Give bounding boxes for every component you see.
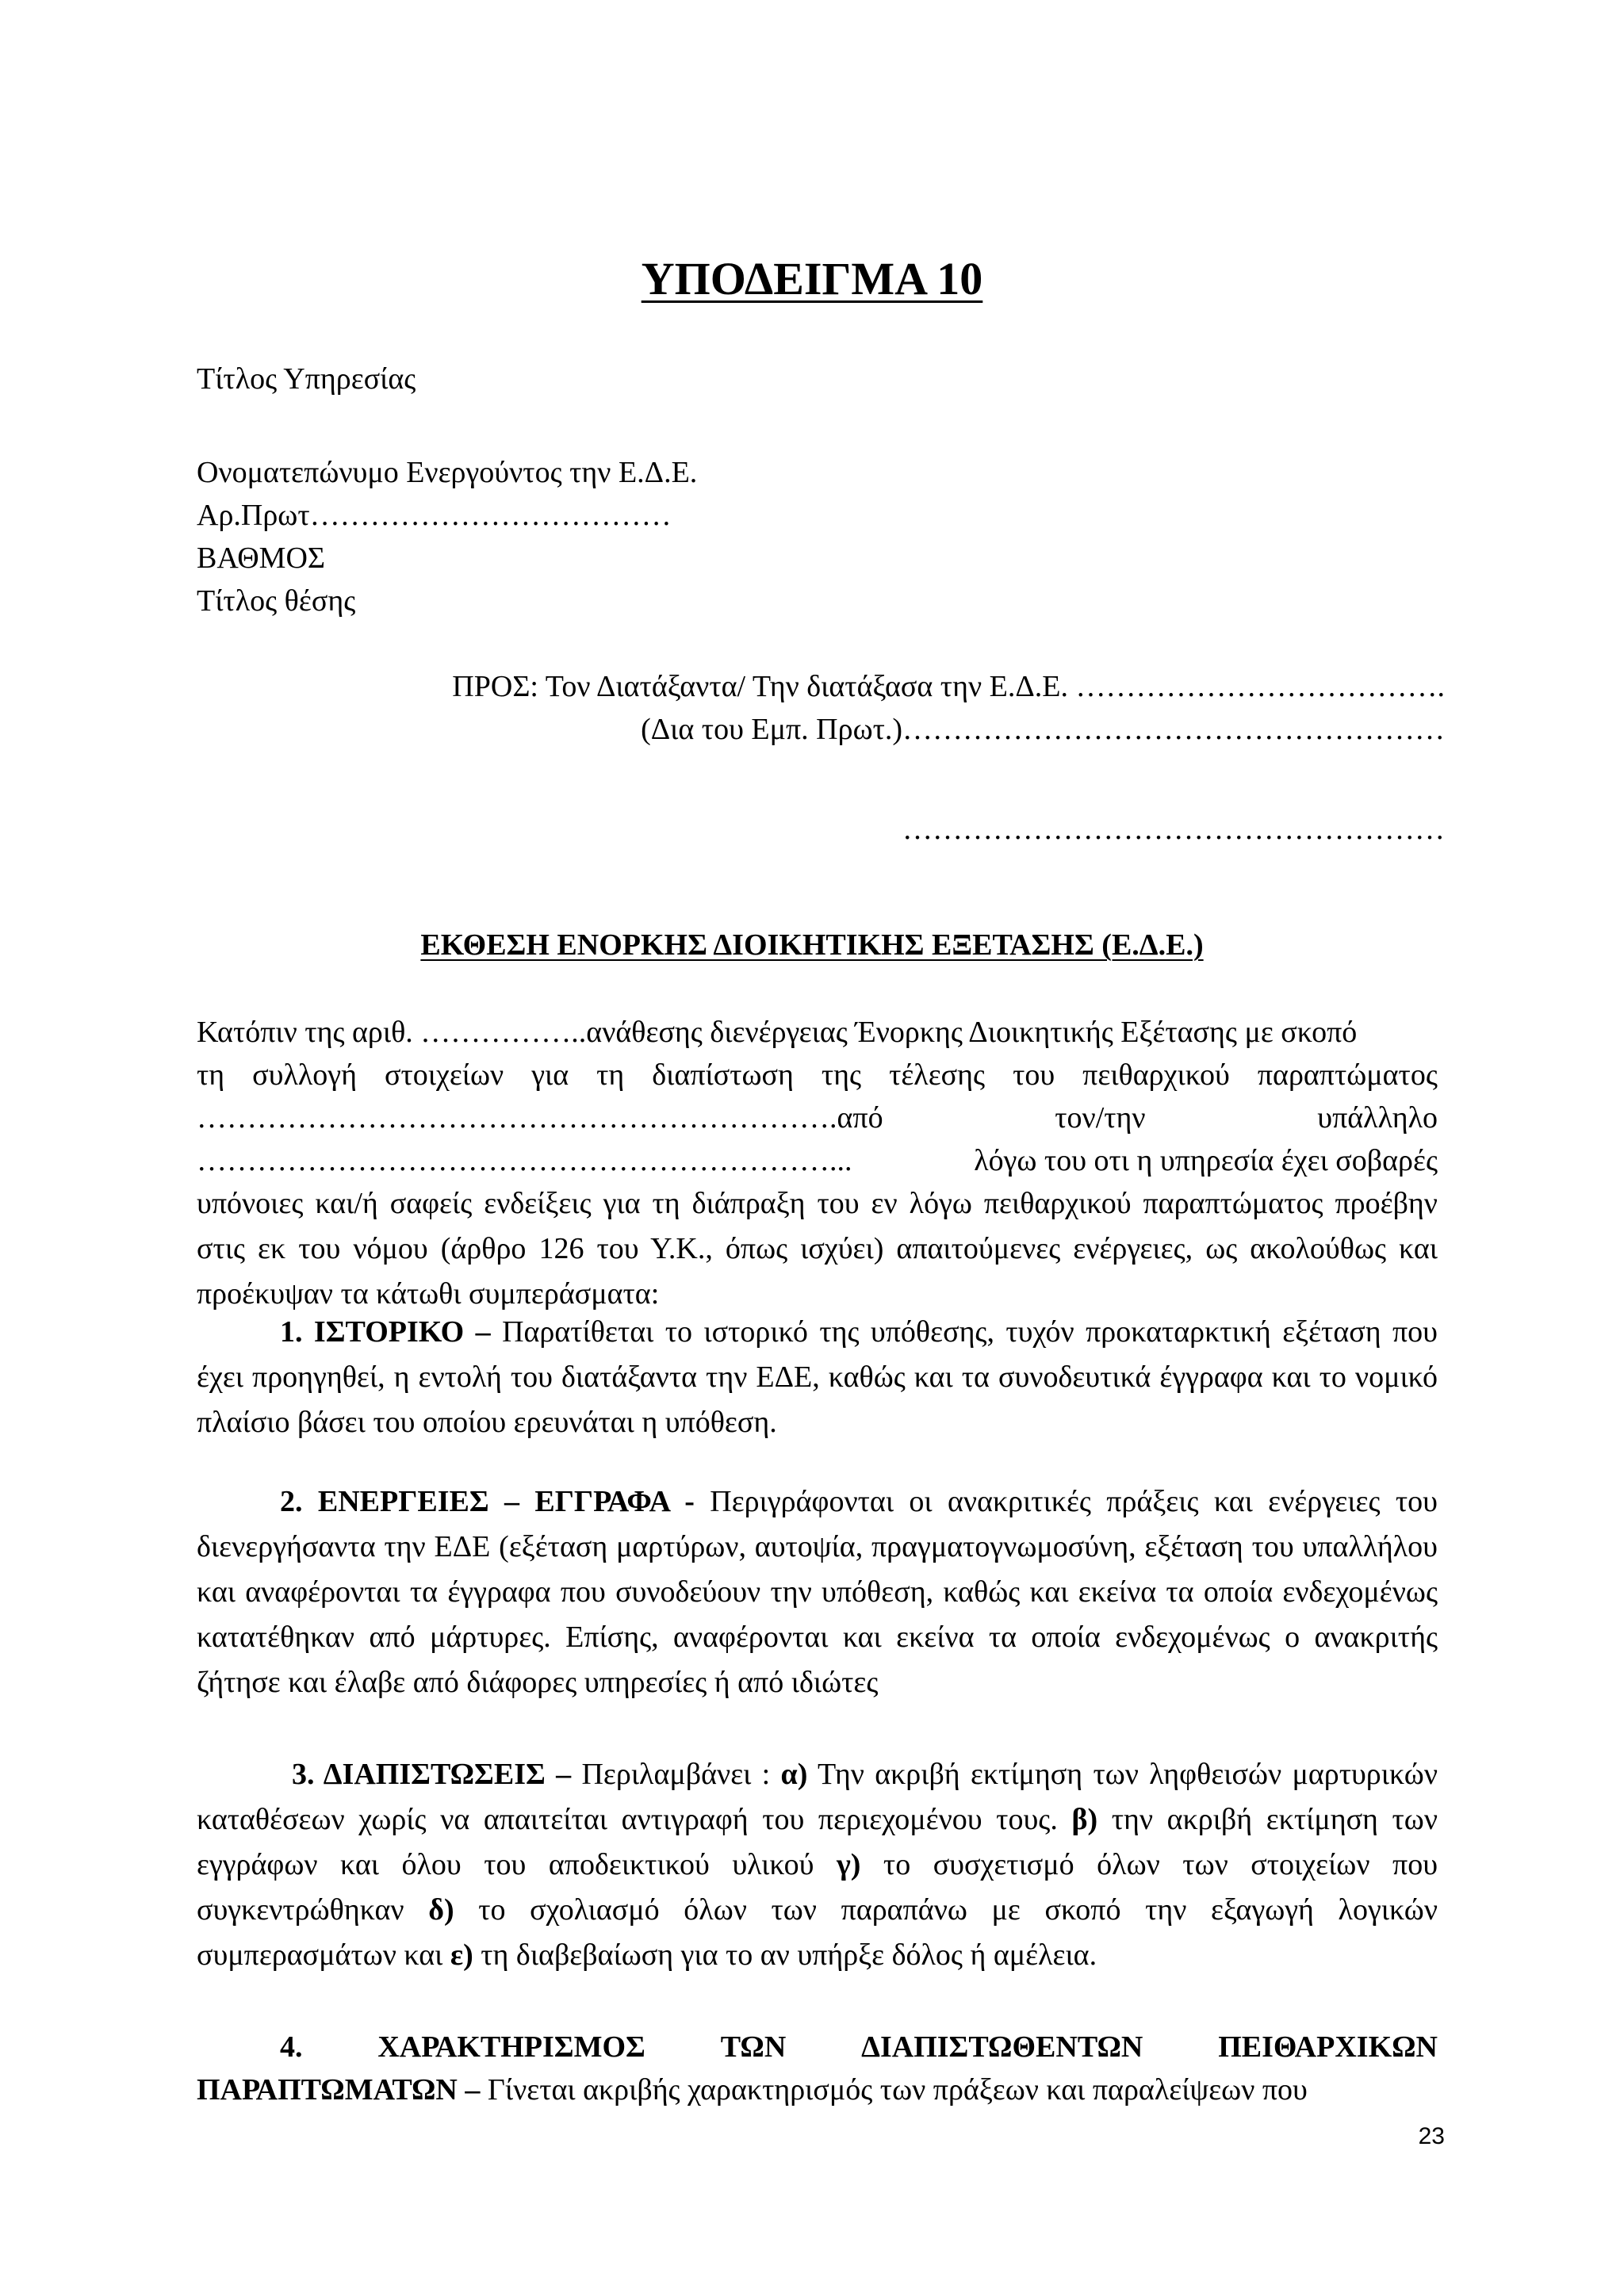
intro-word: παραπτώματος <box>1257 1058 1438 1092</box>
protocol-number: Αρ.Πρωτ……………………………… <box>197 499 672 532</box>
intro-word: για <box>531 1058 569 1092</box>
section-3-body: την ακριβή εκτίμηση των εγγράφων και όλου του αποδεικτικού υλικού <box>197 1803 1438 1881</box>
section-3 <box>197 1752 1438 1978</box>
recipient-line-2: (Δια του Εμπ. Πρωτ.)……………………………………………… <box>641 713 1445 746</box>
section-1-text <box>197 1310 1438 1445</box>
intro-word: τη <box>596 1058 625 1092</box>
section-1-body: Παρατίθεται το ιστορικό της υπόθεσης, τυχόν προκαταρκτική εξέταση που έχει προηγηθεί, η εντολή του διατάξαντα την ΕΔΕ, καθώς και τα συνοδευτικά έγγραφα και το νομικό πλαίσιο βάσει του οποίου ερευνάται η υπόθεση. <box>197 1315 1438 1439</box>
section-3-body: το σχολιασμό όλων των παραπάνω με σκοπό την εξαγωγή λογικών συμπερασμάτων και <box>197 1893 1438 1972</box>
item-marker-e: ε) <box>450 1938 473 1972</box>
investigator-name: Ονοματεπώνυμο Ενεργούντος την Ε.Δ.Ε. <box>197 456 698 489</box>
intro-word: τέλεσης <box>889 1058 986 1092</box>
section-2-body: Περιγράφονται οι ανακριτικές πράξεις και ενέργειες του διενεργήσαντα την ΕΔΕ (εξέταση μαρτύρων, αυτοψία, πραγματογνωμοσύνη, εξέταση του υπαλλήλου και αναφέρονται τα έγγραφα που συνοδεύουν την υπόθεση, καθώς και εκείνα τα οποία ενδεχομένως κατατέθηκαν από μάρτυρες. Επίσης, αναφέρονται και εκείνα τα οποία ενδεχομένως ο ανακριτής ζήτησε και έλαβε από διάφορες υπηρεσίες ή από ιδιώτες <box>197 1485 1438 1699</box>
section-1 <box>197 1310 1438 1445</box>
intro-word: διαπίστωση <box>652 1058 794 1092</box>
intro-dots: ………………………………………………………... <box>197 1144 852 1177</box>
section-3-body: Την ακριβή εκτίμηση των ληφθεισών μαρτυρικών καταθέσεων χωρίς να απαιτείται αντιγραφή του περιεχομένου τους. <box>197 1758 1438 1836</box>
section-4-heading-line <box>280 2025 1438 2070</box>
intro-word: πειθαρχικού <box>1082 1058 1230 1092</box>
section-4-line-2 <box>197 2068 1308 2113</box>
intro-word: της <box>821 1058 862 1092</box>
intro-word: τον/την <box>1055 1101 1146 1135</box>
item-marker-g: γ) <box>836 1848 861 1881</box>
recipient-line-3: ……………………………………………… <box>902 813 1445 846</box>
section-3-body: το συσχετισμό όλων των στοιχείων που συγκεντρώθηκαν <box>197 1848 1438 1927</box>
section-1-label: 1. ΙΣΤΟΡΙΚΟ – <box>280 1315 491 1349</box>
section-4-label: ΠΑΡΑΠΤΩΜΑΤΩΝ – <box>197 2073 481 2107</box>
section-3-label: 3. ΔΙΑΠΙΣΤΩΣΕΙΣ – <box>292 1758 572 1791</box>
intro-line-4 <box>197 1138 1438 1184</box>
intro-word: του <box>1013 1058 1055 1092</box>
intro-word: τη <box>197 1058 225 1092</box>
intro-line-3 <box>197 1096 1438 1141</box>
intro-word: υπάλληλο <box>1317 1101 1438 1135</box>
document-title: ΥΠΟΔΕΙΓΜΑ 10 <box>641 253 983 304</box>
section-4-body: Γίνεται ακριβής χαρακτηρισμός των πράξεων και παραλείψεων που <box>480 2073 1308 2107</box>
recipient-line-1: ΠΡΟΣ: Τον Διατάξαντα/ Την διατάξασα την Ε.Δ.Ε. ………………………………. <box>452 670 1445 703</box>
intro-line-1: Κατόπιν της αριθ. ……………..ανάθεσης διενέργειας Ένορκης Διοικητικής Εξέτασης με σκοπό <box>197 1016 1358 1049</box>
section-4-word: ΠΕΙΘΑΡΧΙΚΩΝ <box>1218 2030 1438 2064</box>
section-3-text <box>197 1752 1438 1978</box>
position-title: Τίτλος θέσης <box>197 584 356 618</box>
section-3-body: τη διαβεβαίωση για το αν υπήρξε δόλος ή αμέλεια. <box>473 1938 1097 1972</box>
item-marker-a: α) <box>780 1758 808 1791</box>
section-2-label: 2. ΕΝΕΡΓΕΙΕΣ – ΕΓΓΡΑΦΑ - <box>280 1485 695 1518</box>
intro-paragraph-rest <box>197 1181 1438 1317</box>
item-marker-b: β) <box>1071 1803 1098 1836</box>
section-4-word: ΤΩΝ <box>720 2030 787 2064</box>
page-number: 23 <box>1418 2123 1445 2149</box>
item-marker-d: δ) <box>428 1893 454 1927</box>
intro-word: συλλογή <box>252 1058 357 1092</box>
section-2 <box>197 1479 1438 1705</box>
section-2-text <box>197 1479 1438 1705</box>
intro-word: στοιχείων <box>384 1058 504 1092</box>
rank-label: ΒΑΘΜΟΣ <box>197 541 326 575</box>
intro-rest-text: υπόνοιες και/ή σαφείς ενδείξεις για τη διάπραξη του εν λόγω πειθαρχικού παραπτώματος προέβην στις εκ του νόμου (άρθρο 126 του Υ.Κ., όπως ισχύει) απαιτούμενες ενέργειες, ως ακολούθως και προέκυψαν τα κάτωθι συμπεράσματα: <box>197 1187 1438 1311</box>
section-4-word: ΔΙΑΠΙΣΤΩΘΕΝΤΩΝ <box>861 2030 1143 2064</box>
report-heading: ΕΚΘΕΣΗ ΕΝΟΡΚΗΣ ΔΙΟΙΚΗΤΙΚΗΣ ΕΞΕΤΑΣΗΣ (Ε.Δ.Ε.) <box>420 928 1204 962</box>
intro-word: ……………………………………………………….από <box>197 1101 883 1135</box>
section-4-word: 4. <box>280 2030 303 2064</box>
service-title: Τίτλος Υπηρεσίας <box>197 362 416 396</box>
section-3-body: Περιλαμβάνει : <box>571 1758 781 1791</box>
section-4-word: ΧΑΡΑΚΤΗΡΙΣΜΟΣ <box>377 2030 645 2064</box>
intro-text: λόγω του οτι η υπηρεσία έχει σοβαρές <box>974 1144 1438 1177</box>
intro-line-2 <box>197 1053 1438 1098</box>
